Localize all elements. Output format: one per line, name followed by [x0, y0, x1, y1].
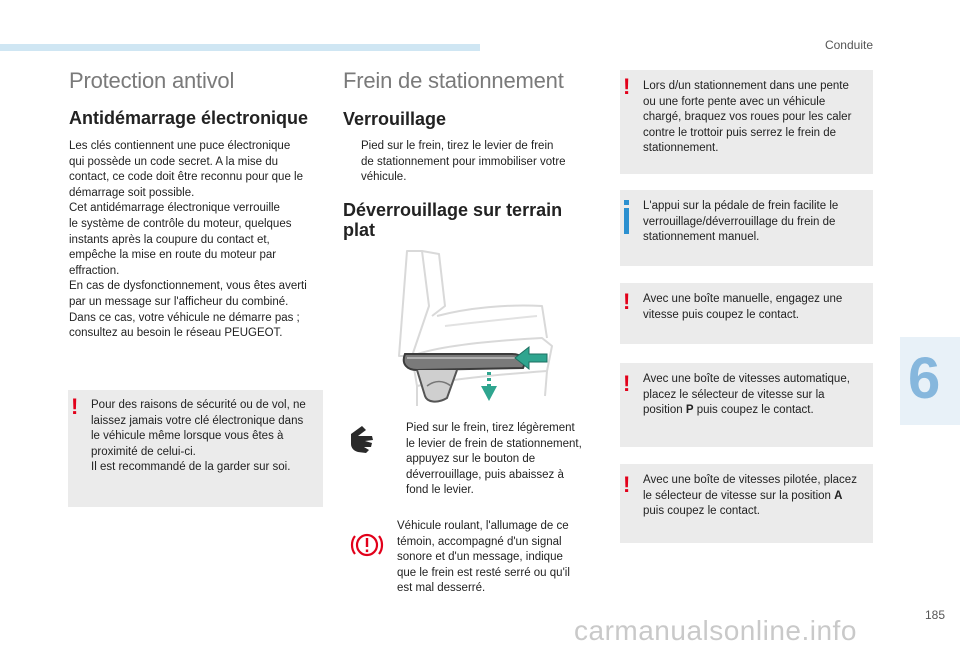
antidemarrage-text: Les clés contiennent une puce électronique qui possède un code secret. A la mise du contact, ce code doit être reconnu pour que le démarrage soit possible. Cet antidémarrage électronique verrouille le système de contrôle du moteur, quelques instants après la coupure du contact et, empêche la mise en route du moteur par effraction. En cas de dysfonctionnement, vous êtes averti par un message sur l'afficheur du combiné. Dans ce cas, votre véhicule ne démarre pas ; consultez au besoin le réseau PEUGEOT. — [69, 140, 307, 340]
subtitle-verrouillage: Verrouillage — [343, 109, 447, 129]
watermark: carmanualsonline.info — [574, 615, 857, 646]
info-box-pedal — [620, 190, 873, 266]
hand-pull-icon — [348, 424, 376, 456]
info-icon-bar — [624, 208, 629, 234]
slope-text: Lors d/un stationnement dans une pente ou une forte pente avec un véhicule chargé, braquez vos roues pour les caler contre le trottoir puis serrez le frein de stationnement. — [643, 80, 852, 155]
warning-box-slope — [620, 70, 873, 174]
warning-icon: ! — [71, 394, 79, 419]
piloted-gearbox-text: Avec une boîte de vitesses pilotée, placez le sélecteur de vitesse sur la position A puis coupez le contact. — [643, 474, 857, 518]
pedal-text: L'appui sur la pédale de frein facilite le verrouillage/déverrouillage du frein de stationnement manuel. — [643, 200, 839, 244]
warning-key-text: Pour des raisons de sécurité ou de vol, ne laissez jamais votre clé électronique dans le véhicule même lorsque vous êtes à proximité de celui-ci. Il est recommandé de la garder sur soi. — [91, 399, 306, 474]
deverrouillage-text: Pied sur le frein, tirez légèrement le levier de frein de stationnement, appuyez sur le bouton de déverrouillage, puis abaissez à fond le levier. — [406, 422, 582, 497]
manual-gearbox-text: Avec une boîte manuelle, engagez une vitesse puis coupez le contact. — [643, 293, 843, 321]
subtitle-deverrouillage: Déverrouillage sur terrain plat — [343, 200, 563, 240]
page-number: 185 — [924, 608, 945, 622]
automatic-gearbox-text: Avec une boîte de vitesses automatique, placez le sélecteur de vitesse sur la position P puis coupez le contact. — [643, 373, 850, 417]
parking-brake-illustration — [377, 246, 577, 411]
section-label: Conduite — [824, 38, 873, 52]
warning-box-key — [68, 390, 323, 507]
subtitle-antidemarrage: Antidémarrage électronique — [69, 108, 309, 128]
title-protection-antivol: Protection antivol — [69, 68, 235, 93]
title-frein-stationnement: Frein de stationnement — [343, 68, 564, 93]
verrouillage-text: Pied sur le frein, tirez le levier de frein de stationnement pour immobiliser votre véhicule. — [361, 140, 566, 184]
top-accent-bar — [0, 44, 480, 51]
chapter-tab — [900, 337, 960, 425]
warning-icon: ! — [623, 472, 631, 497]
warning-icon: ! — [623, 289, 631, 314]
warning-lamp-text: Véhicule roulant, l'allumage de ce témoin, accompagné d'un signal sonore et d'un message, indique que le frein est resté serré ou qu'il est mal desserré. — [397, 520, 570, 595]
brake-warning-lamp-icon — [350, 531, 384, 559]
info-icon — [624, 200, 629, 205]
warning-icon: ! — [623, 74, 631, 99]
warning-box-manual — [620, 283, 873, 344]
warning-box-automatic — [620, 363, 873, 447]
chapter-number: 6 — [908, 346, 941, 411]
warning-box-piloted — [620, 464, 873, 543]
warning-icon: ! — [623, 371, 631, 396]
